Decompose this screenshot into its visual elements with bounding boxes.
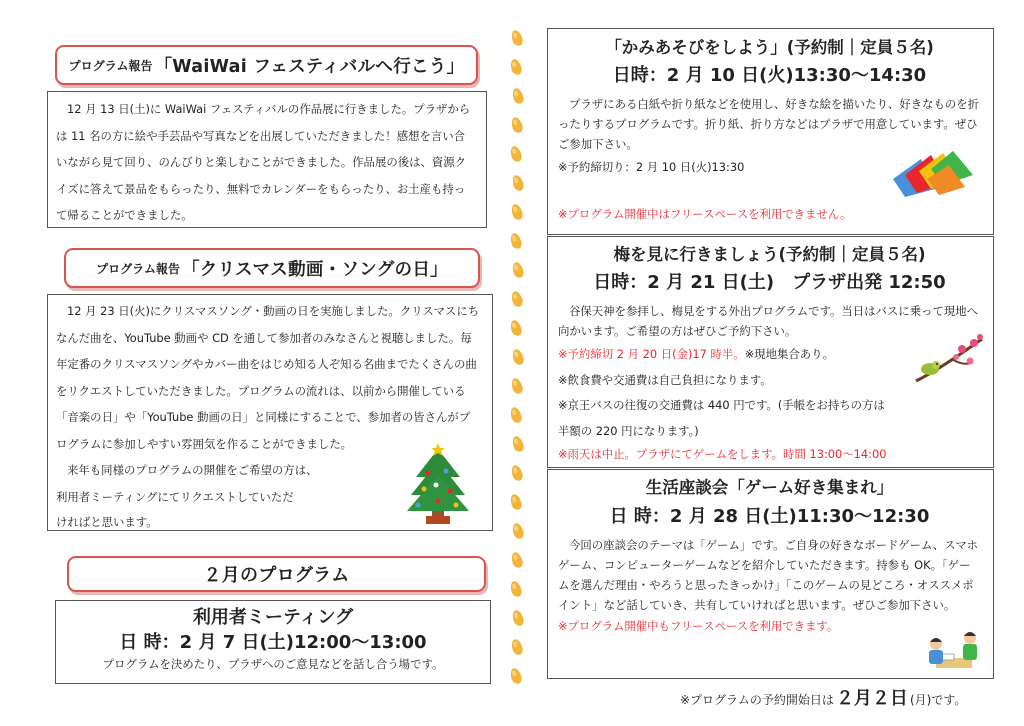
report1-prefix: プログラム報告 — [68, 58, 153, 73]
leaf-dot-icon — [511, 87, 525, 105]
report2-box — [47, 294, 493, 531]
program-ume-title: 梅を見に行きましょう(予約制｜定員５名) — [613, 245, 926, 264]
report2-heading — [64, 248, 480, 288]
leaf-dot-icon — [510, 290, 524, 308]
program-ume-body: 谷保天神を参拝し、梅見をする外出プログラムです。当日はバスに乗って現地へ向かいます。ご希望の方はぜひご予約下さい。 — [558, 304, 979, 338]
leaf-dot-icon — [511, 174, 525, 192]
meeting-datetime: 日 時：2 月 7 日(土)12:00～13:00 — [119, 632, 427, 653]
report2-body: 12 月 23 日(火)にクリスマスソング・動画の日を実施しました。クリスマスにちなんだ曲を、YouTube 動画や CD を通して参加者のみなさんと視聴しました。毎年定番のクリスマスソングやカバー曲をはじめ知る人ぞ知る名曲までたくさんの曲をリクエストしていただきました。プログラムの流れは、以前から開催している「音楽の日」や「YouTube 動画の日」と同様にすることで、参加者の皆さんがプログラムに参加しやすい雰囲気を作ることができました。 — [56, 304, 480, 451]
program-ume-deadline: ※予約締切 2 月 20 日(金)17 時半。 — [558, 347, 745, 361]
program-kami-title: 「かみあそびをしよう」(予約制｜定員５名) — [605, 38, 934, 57]
leaf-dot-icon — [509, 232, 523, 250]
leaf-dot-icon — [509, 319, 523, 337]
report1-body: 12 月 13 日(土)に WaiWai フェスティバルの作品展に行きました。プラザからは 11 名の方に絵や手芸品や写真などを出展していただきました！感想を言い合いながら見て回り、のんびりと楽しむことができました。作品展の後は、資源クイズに答えて景品をもらったり、無料でカレンダーをもらったり、お土産も持って帰ることができました。 — [56, 102, 471, 222]
footer-suffix: です。 — [931, 693, 967, 707]
footer-note — [680, 684, 1000, 712]
meeting-box — [55, 600, 491, 684]
leaf-dot-icon — [511, 435, 525, 453]
program-ume-box — [547, 236, 994, 468]
report1-title: 「WaiWai フェスティバルへ行こう」 — [154, 56, 465, 77]
footer-date: ２月２日 — [835, 688, 908, 709]
program-ume-meeting-point: ※現地集合あり。 — [744, 347, 834, 361]
footer-prefix: ※プログラムの予約開始日は — [680, 693, 834, 707]
meeting-desc: プログラムを決めたり、プラザへのご意見などを話し合う場です。 — [102, 657, 444, 671]
leaf-dot-icon — [509, 580, 523, 598]
leaf-dot-icon — [511, 522, 525, 540]
board-game-players-icon — [924, 628, 984, 674]
leaf-dot-icon — [509, 667, 523, 685]
program-kami-note: ※プログラム開催中はフリースペースを利用できません。 — [558, 207, 852, 221]
program-ume-rain: ※雨天は中止。プラザにてゲームをします。時間 13:00～14:00 — [558, 447, 887, 461]
leaf-dot-icon — [511, 609, 525, 627]
leaf-dot-icon — [510, 638, 524, 656]
program-ume-bus-2: 半額の 220 円になります。) — [558, 423, 699, 438]
meeting-title: 利用者ミーティング — [192, 607, 354, 628]
leaf-dot-icon — [511, 261, 525, 279]
february-heading — [67, 556, 486, 592]
report1-heading — [55, 45, 478, 85]
program-kami-body: プラザにある白紙や折り紙などを使用し、好きな絵を描いたり、好きなものを折ったりするプログラムです。折り紙、折り方などはプラザで用意しています。ぜひご参加下さい。 — [558, 97, 980, 151]
leaf-dot-icon — [511, 348, 525, 366]
program-ume-bus-1: ※京王バスの往復の交通費は 440 円です。(手帳をお持ちの方は — [558, 398, 885, 412]
footer-weekday: (月) — [909, 693, 932, 707]
leaf-dot-icon — [510, 116, 524, 134]
report2-title: 「クリスマス動画・ソングの日」 — [181, 259, 448, 280]
program-kami-box — [547, 28, 994, 235]
christmas-tree-icon — [406, 443, 470, 525]
report2-closing-3: ければと思います。 — [56, 514, 158, 529]
leaf-dot-icon — [509, 406, 523, 424]
leaf-dot-icon — [509, 145, 523, 163]
origami-paper-icon — [891, 149, 975, 199]
report2-closing-2: 利用者ミーティングにてリクエストしていただ — [56, 489, 294, 504]
program-game-note: ※プログラム開催中もフリースペースを利用できます。 — [558, 619, 839, 633]
program-game-box — [547, 469, 994, 679]
leaf-dot-icon — [510, 29, 524, 47]
leaf-dot-icon — [509, 493, 523, 511]
program-ume-cost: ※飲食費や交通費は自己負担になります。 — [558, 372, 772, 387]
leaf-dot-icon — [510, 203, 524, 221]
report2-closing-1: 来年も同様のプログラムの開催をご希望の方は、 — [67, 463, 318, 477]
plum-branch-icon — [912, 333, 986, 385]
report2-prefix: プログラム報告 — [96, 261, 180, 276]
program-game-datetime: 日 時：2 月 28 日(土)11:30～12:30 — [609, 506, 930, 527]
leaf-dot-icon — [510, 464, 524, 482]
program-game-body: 今回の座談会のテーマは「ゲーム」です。ご自身の好きなボードゲーム、スマホゲーム、コンピューターゲームなどを紹介していただきます。持参も OK。「ゲームを選んだ理由・やろうと思ったきっかけ」「このゲームの見どころ・オススメポイント」など話していき、共有していければと思います。ぜひご参加下さい。 — [558, 538, 979, 612]
leaf-dot-icon — [509, 58, 523, 76]
leaf-dot-icon — [510, 377, 524, 395]
program-kami-deadline: ※予約締切り：2 月 10 日(火)13:30 — [558, 160, 745, 174]
dot-divider — [508, 30, 528, 700]
leaf-dot-icon — [510, 551, 524, 569]
february-heading-text: ２月のプログラム — [203, 565, 350, 586]
program-ume-datetime: 日時：2 月 21 日(土) プラザ出発 12:50 — [593, 272, 946, 293]
program-kami-datetime: 日時：2 月 10 日(火)13:30～14:30 — [612, 65, 927, 86]
report1-box — [47, 91, 487, 228]
program-game-title: 生活座談会「ゲーム好き集まれ」 — [645, 478, 894, 497]
